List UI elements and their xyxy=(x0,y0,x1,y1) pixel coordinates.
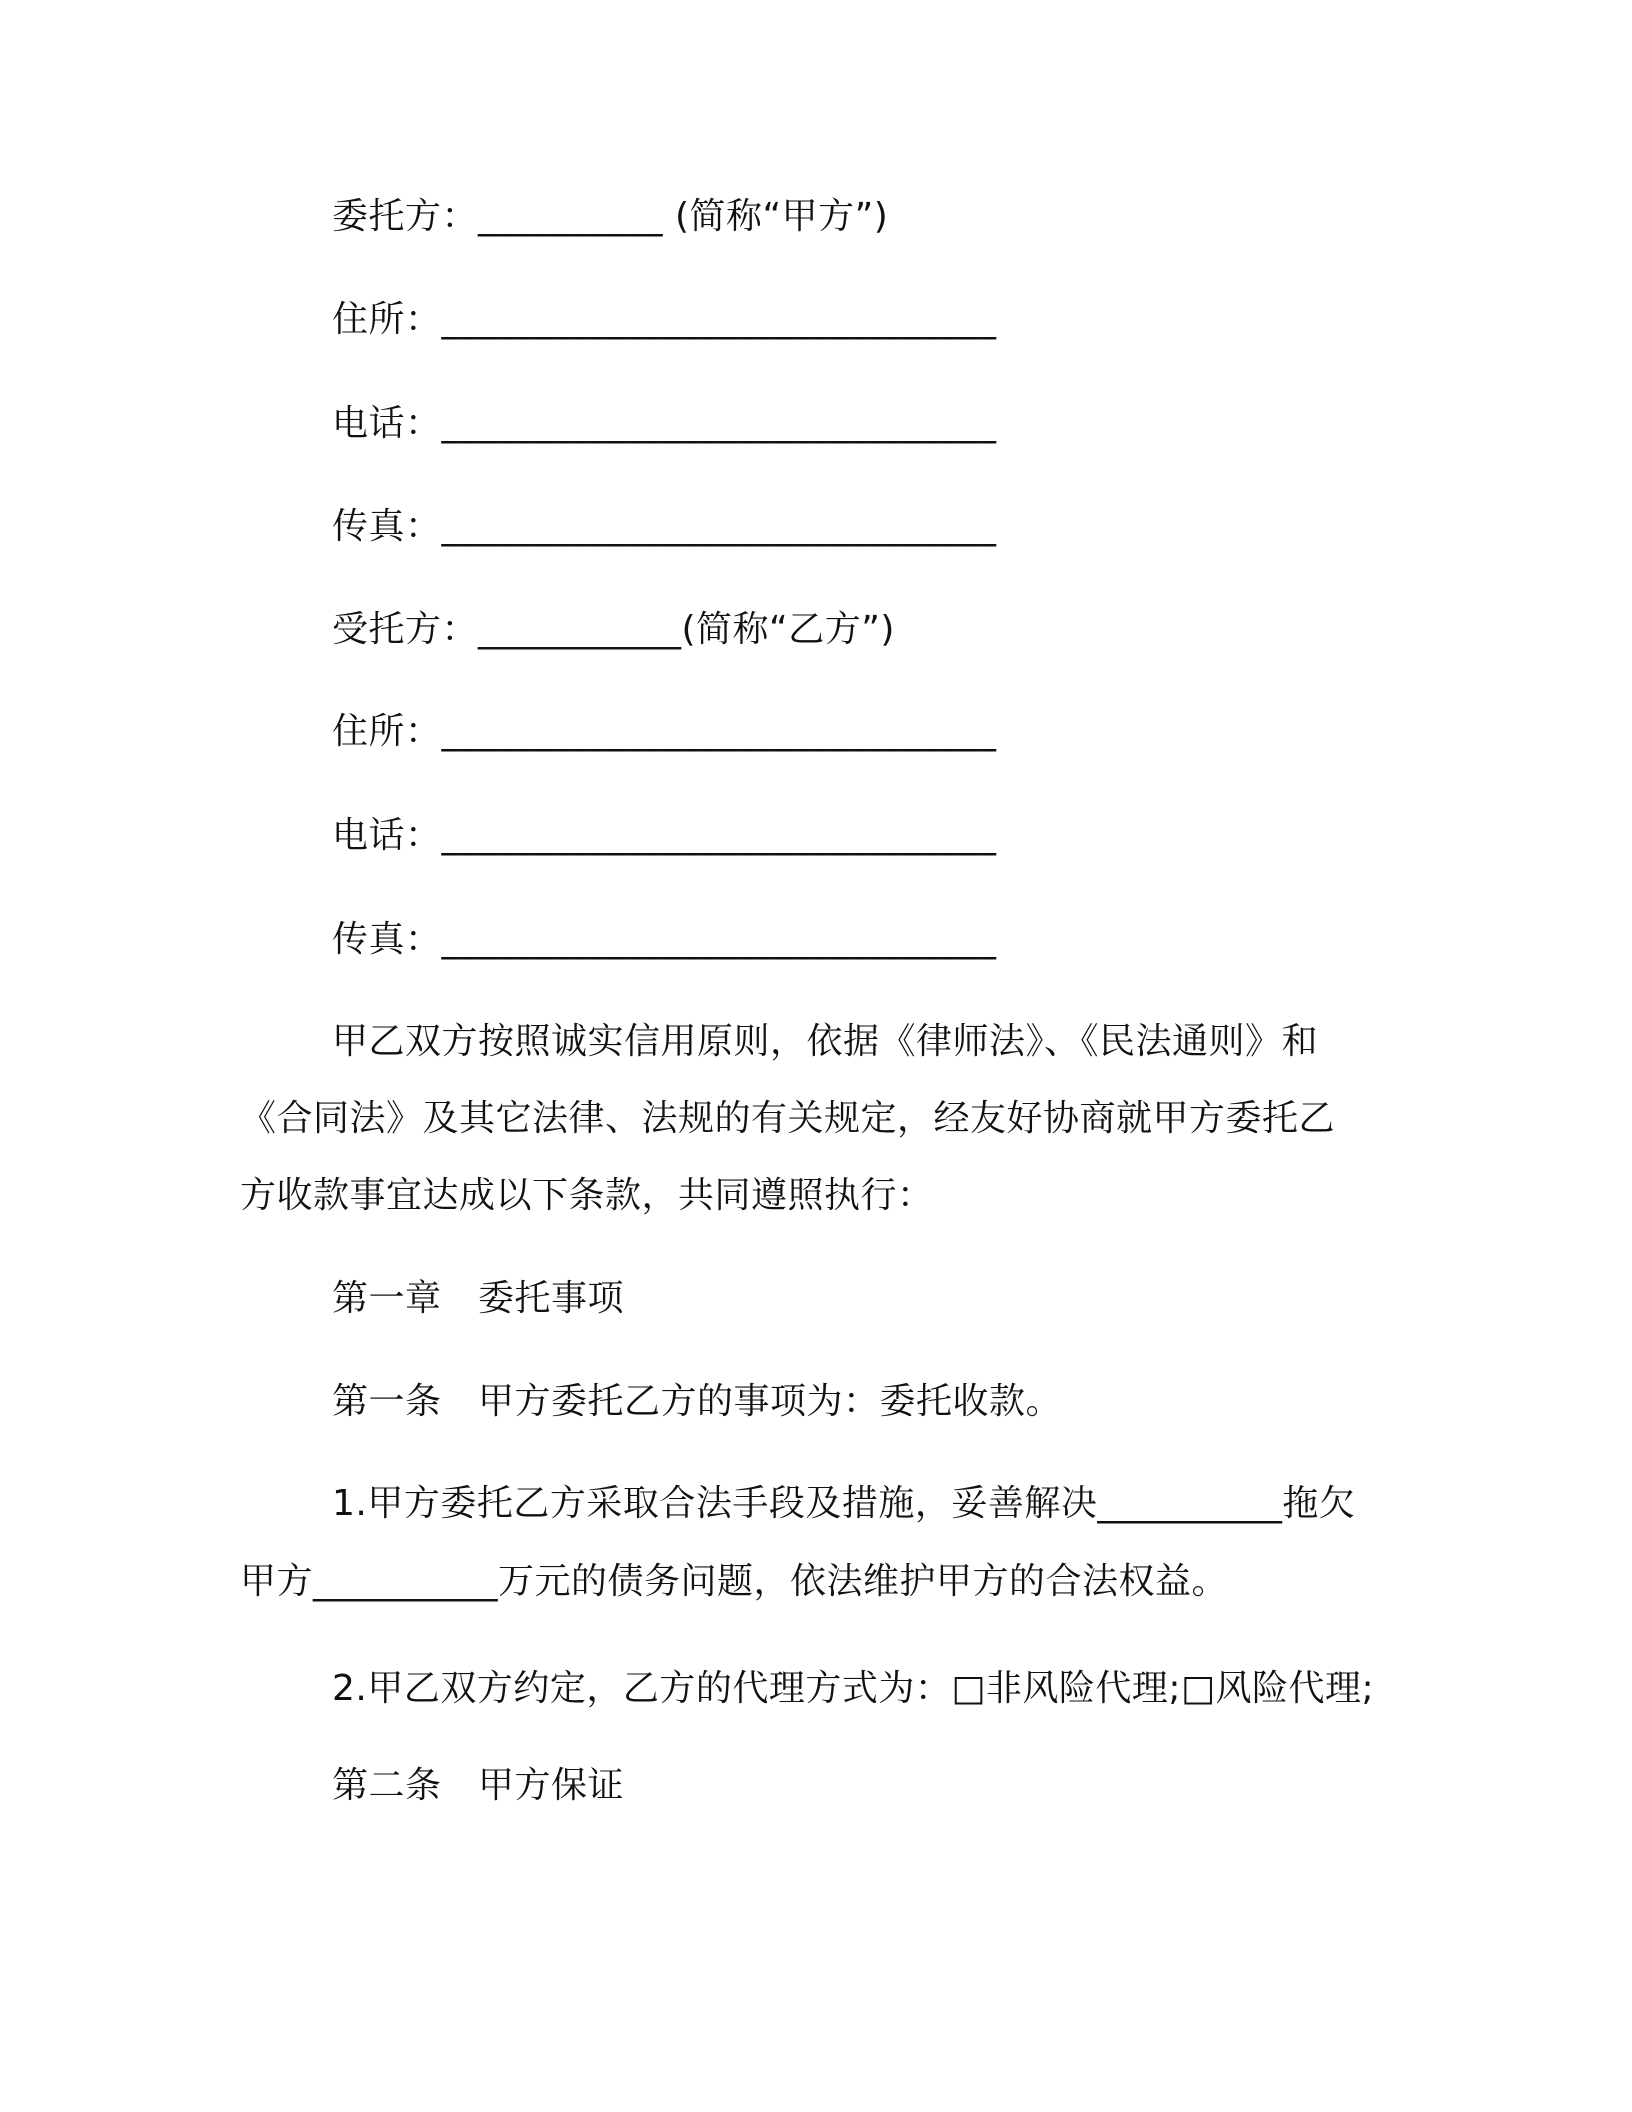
chapter-1-heading: 第一章 委托事项 xyxy=(332,1278,625,1319)
client-phone-line: 电话：______________________________ xyxy=(332,403,997,444)
client-address-line: 住所：______________________________ xyxy=(332,299,997,340)
preamble-line-1: 甲乙双方按照诚实信用原则，依据《律师法》、《民法通则》和 xyxy=(332,1021,1319,1062)
agent-fax-line: 传真：______________________________ xyxy=(332,919,997,960)
agent-party-line: 受托方：___________(简称“乙方”) xyxy=(332,609,895,650)
preamble-line-3: 方收款事宜达成以下条款，共同遵照执行： xyxy=(240,1175,934,1216)
preamble-line-2: 《合同法》及其它法律、法规的有关规定，经友好协商就甲方委托乙 xyxy=(240,1098,1336,1139)
item-2: 2.甲乙双方约定，乙方的代理方式为：□非风险代理;□风险代理; xyxy=(332,1668,1375,1709)
item-1-line-2: 甲方__________万元的债务问题，依法维护甲方的合法权益。 xyxy=(240,1561,1229,1602)
agent-address-line: 住所：______________________________ xyxy=(332,711,997,752)
article-1: 第一条 甲方委托乙方的事项为：委托收款。 xyxy=(332,1381,1063,1422)
client-fax-line: 传真：______________________________ xyxy=(332,506,997,547)
article-2-heading: 第二条 甲方保证 xyxy=(332,1765,625,1806)
client-party-line: 委托方：__________ (简称“甲方”) xyxy=(332,196,889,237)
agent-phone-line: 电话：______________________________ xyxy=(332,815,997,856)
item-1-line-1: 1.甲方委托乙方采取合法手段及措施，妥善解决__________拖欠 xyxy=(332,1483,1356,1524)
